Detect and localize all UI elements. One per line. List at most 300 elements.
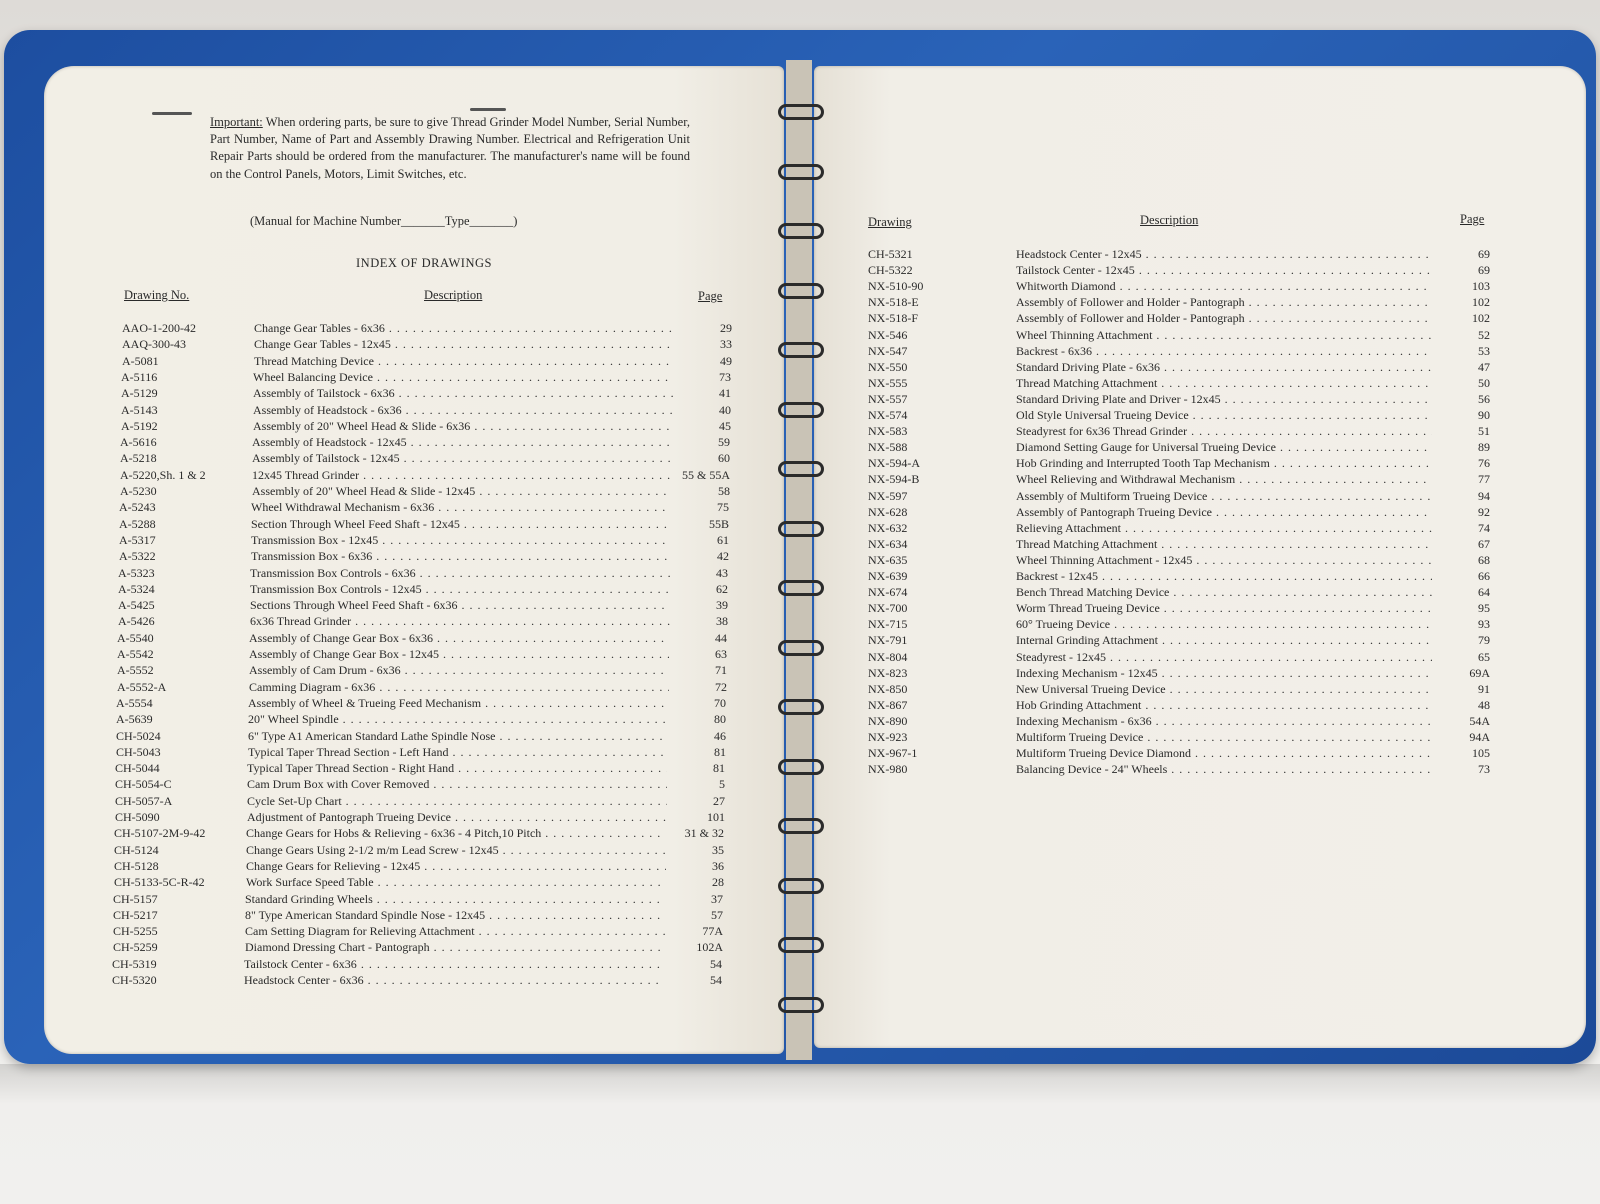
- row-page: 69: [1478, 247, 1490, 261]
- ink-mark: [470, 108, 506, 111]
- row-page: 91: [1478, 681, 1490, 696]
- drawing-number: CH-5128: [114, 858, 159, 873]
- header-drawing-no: Drawing No.: [124, 288, 190, 302]
- binder-spine: [786, 60, 812, 1060]
- row-page: 67: [1478, 536, 1490, 551]
- row-description: Hob Grinding Attachment . . .: [1016, 698, 1432, 713]
- header-description: Description: [1140, 213, 1199, 227]
- row-description: Assembly of Multiform Trueing Device . . .: [1016, 489, 1432, 504]
- table-row: [868, 311, 1508, 327]
- row-page: 92: [1478, 504, 1490, 519]
- row-description: Tailstock Center - 6x36 . . .: [244, 957, 664, 972]
- row-description: Multiform Trueing Device Diamond . . .: [1016, 746, 1432, 761]
- row-description: Wheel Withdrawal Mechanism - 6x36 . . .: [251, 500, 671, 515]
- row-page: 75: [717, 500, 729, 515]
- drawing-number: CH-5024: [116, 728, 161, 743]
- coil-ring: [778, 580, 824, 596]
- table-row: [868, 392, 1508, 408]
- table-row: [118, 614, 758, 630]
- row-page: 33: [720, 337, 732, 352]
- row-description: Balancing Device - 24" Wheels . . .: [1016, 762, 1432, 777]
- drawing-number: NX-867: [868, 697, 908, 712]
- row-description: Assembly of Change Gear Box - 6x36 . . .: [249, 631, 669, 646]
- row-description: Assembly of Pantograph Trueing Device . . .: [1016, 505, 1432, 520]
- row-description: Wheel Relieving and Withdrawal Mechanism . . .: [1016, 472, 1432, 487]
- drawing-number: NX-597: [868, 488, 908, 503]
- row-page: 40: [719, 402, 731, 417]
- drawing-number: CH-5054-C: [115, 777, 172, 792]
- drawing-number: NX-632: [868, 520, 908, 535]
- table-row: [868, 360, 1508, 376]
- table-row: [122, 321, 762, 337]
- row-description: Diamond Setting Gauge for Universal Trueing Device . . .: [1016, 440, 1432, 455]
- row-page: 72: [715, 679, 727, 694]
- table-row: [117, 680, 757, 696]
- drawing-number: A-5230: [120, 484, 157, 498]
- table-row: [868, 489, 1508, 505]
- table-row: [868, 408, 1508, 424]
- row-page: 103: [1472, 279, 1490, 294]
- row-description: Standard Driving Plate - 6x36 . . .: [1016, 360, 1432, 375]
- table-row: [120, 468, 760, 484]
- row-page: 62: [716, 581, 728, 596]
- drawing-number: CH-5124: [114, 842, 159, 857]
- row-page: 80: [714, 712, 726, 727]
- row-page: 73: [719, 369, 731, 384]
- drawing-number: A-5243: [119, 500, 156, 515]
- table-row: [113, 908, 753, 924]
- drawing-number: CH-5320: [112, 973, 157, 987]
- row-page: 36: [712, 858, 724, 873]
- drawing-number: NX-635: [868, 552, 908, 567]
- row-page: 31 & 32: [684, 826, 724, 841]
- table-row: [121, 419, 761, 435]
- row-page: 74: [1478, 520, 1490, 535]
- row-description: Assembly of Follower and Holder - Pantograph . . .: [1016, 295, 1432, 310]
- row-description: Cycle Set-Up Chart . . .: [247, 794, 667, 809]
- row-page: 89: [1478, 440, 1490, 455]
- row-description: Work Surface Speed Table . . .: [246, 875, 666, 890]
- ordering-notice: [210, 114, 690, 183]
- table-row: [868, 247, 1508, 263]
- table-row: [119, 549, 759, 565]
- drawing-number: A-5552: [117, 663, 154, 678]
- row-page: 48: [1478, 697, 1490, 712]
- row-page: 76: [1478, 456, 1490, 471]
- row-description: Change Gears for Hobs & Relieving - 6x36 - 4 Pitch,10 Pitch . . .: [246, 826, 666, 841]
- table-row: [868, 650, 1508, 666]
- table-row: [115, 761, 755, 777]
- row-page: 101: [707, 810, 725, 824]
- table-row: [115, 794, 755, 810]
- drawing-number: A-5426: [118, 614, 155, 629]
- table-row: [116, 696, 756, 712]
- row-page: 35: [712, 842, 724, 857]
- row-description: Assembly of Headstock - 6x36 . . .: [253, 403, 673, 418]
- drawing-number: A-5554: [116, 695, 153, 710]
- row-description: Assembly of 20" Wheel Head & Slide - 6x36 . . .: [253, 419, 673, 434]
- drawing-number: NX-555: [868, 375, 908, 390]
- row-page: 46: [714, 728, 726, 743]
- coil-ring: [778, 818, 824, 834]
- table-row: [121, 403, 761, 419]
- table-row: [118, 582, 758, 598]
- drawing-number: A-5317: [119, 532, 156, 547]
- row-page: 52: [1478, 327, 1490, 342]
- drawing-number: NX-557: [868, 391, 908, 406]
- table-row: [113, 924, 753, 940]
- table-row: [868, 553, 1508, 569]
- header-page: Page: [1460, 212, 1485, 226]
- drawing-number: NX-594-B: [868, 472, 920, 487]
- row-description: Whitworth Diamond . . .: [1016, 279, 1432, 294]
- row-description: Cam Setting Diagram for Relieving Attachment . . .: [245, 924, 665, 939]
- row-page: 38: [716, 614, 728, 629]
- row-description: Assembly of Change Gear Box - 12x45 . . .: [249, 647, 669, 662]
- row-page: 55B: [708, 516, 729, 531]
- table-row: [868, 328, 1508, 344]
- drawing-number: CH-5057-A: [115, 793, 173, 808]
- row-description: Transmission Box Controls - 6x36 . . .: [250, 566, 670, 581]
- table-row: [113, 940, 753, 956]
- row-description: Section Through Wheel Feed Shaft - 12x45 . . .: [251, 517, 671, 532]
- row-page: 68: [1478, 552, 1490, 567]
- row-description: Assembly of Cam Drum - 6x36 . . .: [249, 663, 669, 678]
- notice-label: Important:: [210, 115, 263, 129]
- row-page: 64: [1478, 585, 1490, 600]
- row-page: 56: [1478, 391, 1490, 406]
- coil-ring: [778, 759, 824, 775]
- row-page: 69A: [1469, 665, 1490, 680]
- row-page: 45: [719, 418, 731, 433]
- drawing-number: AAO-1-200-42: [122, 321, 196, 335]
- row-page: 102: [1472, 311, 1490, 326]
- row-description: 6x36 Thread Grinder . . .: [250, 614, 670, 629]
- row-page: 49: [720, 353, 732, 368]
- row-description: Change Gears for Relieving - 12x45 . . .: [246, 859, 666, 874]
- row-description: Backrest - 6x36 . . .: [1016, 344, 1432, 359]
- drawing-number: A-5288: [119, 516, 156, 531]
- row-description: Indexing Mechanism - 12x45 . . .: [1016, 666, 1432, 681]
- drawing-number: A-5540: [117, 630, 154, 645]
- notice-text: When ordering parts, be sure to give Thread Grinder Model Number, Serial Number, Part Number, Name of Part and Assembly Drawing Number. Electrical and Refrigeration Unit Repair Parts should be ordered from the manufacturer. The manufacturer's name will be found on the Control Panels, Motors, Limit Switches, etc.: [210, 115, 690, 181]
- row-description: 12x45 Thread Grinder . . .: [252, 468, 672, 483]
- table-row: [122, 354, 762, 370]
- coil-ring: [778, 223, 824, 239]
- row-page: 81: [713, 761, 725, 776]
- row-description: Steadyrest - 12x45 . . .: [1016, 650, 1432, 665]
- row-page: 55 & 55A: [682, 467, 730, 482]
- table-row: [868, 440, 1508, 456]
- row-page: 47: [1478, 359, 1490, 374]
- table-row: [868, 666, 1508, 682]
- row-description: Assembly of Wheel & Trueing Feed Mechanism . . .: [248, 696, 668, 711]
- row-page: 63: [715, 647, 727, 661]
- row-description: 8" Type American Standard Spindle Nose - 12x45 . . .: [245, 908, 665, 923]
- drawing-number: A-5552-A: [117, 679, 167, 694]
- coil-ring: [778, 283, 824, 299]
- row-description: Wheel Thinning Attachment - 12x45 . . .: [1016, 553, 1432, 568]
- drawing-number: AAQ-300-43: [122, 337, 186, 352]
- row-page: 60: [718, 451, 730, 466]
- table-row: [868, 682, 1508, 698]
- row-description: Headstock Center - 6x36 . . .: [244, 973, 664, 988]
- header-page: Page: [698, 289, 723, 303]
- row-description: Camming Diagram - 6x36 . . .: [249, 680, 669, 695]
- index-title: INDEX OF DRAWINGS: [356, 256, 492, 270]
- row-description: Sections Through Wheel Feed Shaft - 6x36 . . .: [250, 598, 670, 613]
- drawing-number: A-5639: [116, 712, 153, 727]
- row-description: 6" Type A1 American Standard Lathe Spindle Nose . . .: [248, 729, 668, 744]
- row-description: Typical Taper Thread Section - Left Hand . . .: [248, 745, 668, 760]
- row-description: Standard Grinding Wheels . . .: [245, 892, 665, 907]
- drawing-number: CH-5322: [868, 263, 913, 278]
- row-description: Assembly of Tailstock - 6x36 . . .: [253, 386, 673, 401]
- table-row: [868, 569, 1508, 585]
- row-description: Change Gear Tables - 12x45 . . .: [254, 337, 674, 352]
- row-page: 54: [710, 956, 722, 971]
- drawing-number: NX-594-A: [868, 456, 920, 471]
- row-description: Bench Thread Matching Device . . .: [1016, 585, 1432, 600]
- row-description: Transmission Box - 12x45 . . .: [251, 533, 671, 548]
- row-description: Assembly of Headstock - 12x45 . . .: [252, 435, 672, 450]
- coil-ring: [778, 104, 824, 120]
- table-row: [118, 598, 758, 614]
- drawing-number: NX-715: [868, 617, 908, 632]
- table-row: [868, 376, 1508, 392]
- table-row: [868, 617, 1508, 633]
- drawing-number: NX-547: [868, 343, 908, 358]
- drawing-number: A-5081: [122, 353, 159, 368]
- row-description: Thread Matching Device . . .: [254, 354, 674, 369]
- row-page: 77: [1478, 472, 1490, 487]
- drawing-number: NX-550: [868, 359, 908, 374]
- row-description: Internal Grinding Attachment . . .: [1016, 633, 1432, 648]
- drawing-number: A-5220,Sh. 1 & 2: [120, 467, 206, 482]
- row-page: 95: [1478, 601, 1490, 616]
- drawing-number: A-5143: [121, 402, 158, 417]
- table-row: [119, 500, 759, 516]
- row-description: 20" Wheel Spindle . . .: [248, 712, 668, 727]
- drawing-number: CH-5107-2M-9-42: [114, 826, 206, 841]
- drawing-number: A-5129: [121, 386, 158, 401]
- row-page: 61: [717, 532, 729, 547]
- coil-ring: [778, 164, 824, 180]
- drawing-number: NX-634: [868, 536, 908, 551]
- drawing-number: CH-5044: [115, 761, 160, 776]
- row-page: 27: [713, 793, 725, 808]
- row-page: 5: [719, 777, 725, 792]
- coil-ring: [778, 699, 824, 715]
- coil-ring: [778, 937, 824, 953]
- row-page: 54: [710, 973, 722, 987]
- drawing-number: NX-518-F: [868, 311, 918, 326]
- row-page: 65: [1478, 649, 1490, 664]
- drawing-number: NX-791: [868, 633, 908, 648]
- drawing-number: CH-5090: [115, 810, 160, 824]
- table-row: [117, 631, 757, 647]
- table-row: [868, 279, 1508, 295]
- drawing-number: NX-518-E: [868, 295, 919, 310]
- row-description: New Universal Trueing Device . . .: [1016, 682, 1432, 697]
- table-row: [868, 344, 1508, 360]
- drawing-number: NX-980: [868, 762, 908, 777]
- drawing-number: A-5116: [121, 369, 158, 384]
- row-page: 70: [714, 695, 726, 710]
- row-page: 90: [1478, 408, 1490, 422]
- row-page: 102: [1472, 295, 1490, 310]
- drawing-number: CH-5255: [113, 924, 158, 939]
- row-description: Change Gears Using 2-1/2 m/m Lead Screw - 12x45 . . .: [246, 843, 666, 858]
- row-page: 42: [717, 549, 729, 564]
- drawing-number: CH-5319: [112, 956, 157, 971]
- drawing-number: NX-967-1: [868, 746, 918, 761]
- table-row: [116, 729, 756, 745]
- row-page: 59: [718, 435, 730, 450]
- table-row: [112, 957, 752, 973]
- row-description: Cam Drum Box with Cover Removed . . .: [247, 777, 667, 792]
- drawing-number: NX-674: [868, 585, 908, 600]
- table-row: [114, 826, 754, 842]
- table-row: [120, 451, 760, 467]
- table-row: [119, 533, 759, 549]
- row-page: 66: [1478, 569, 1490, 583]
- table-row: [868, 521, 1508, 537]
- drawing-number: A-5616: [120, 435, 157, 450]
- drawing-number: NX-588: [868, 440, 908, 455]
- table-row: [868, 601, 1508, 617]
- row-page: 81: [714, 744, 726, 759]
- table-row: [868, 505, 1508, 521]
- table-row: [868, 585, 1508, 601]
- row-page: 37: [711, 891, 723, 906]
- row-description: Adjustment of Pantograph Trueing Device . . .: [247, 810, 667, 825]
- coil-ring: [778, 402, 824, 418]
- drawing-number: CH-5217: [113, 907, 158, 922]
- row-page: 43: [716, 565, 728, 580]
- drawing-number: CH-5321: [868, 247, 913, 261]
- row-description: Wheel Balancing Device . . .: [253, 370, 673, 385]
- table-row: [120, 435, 760, 451]
- table-row: [868, 263, 1508, 279]
- coil-ring: [778, 878, 824, 894]
- table-row: [122, 337, 762, 353]
- manual-machine-line: (Manual for Machine Number_______Type_______): [250, 214, 518, 228]
- drawing-number: CH-5043: [116, 744, 161, 759]
- row-description: Wheel Thinning Attachment . . .: [1016, 328, 1432, 343]
- drawing-number: NX-700: [868, 601, 908, 616]
- table-row: [868, 456, 1508, 472]
- row-page: 51: [1478, 424, 1490, 439]
- row-description: Multiform Trueing Device . . .: [1016, 730, 1432, 745]
- row-page: 28: [712, 875, 724, 890]
- drawing-number: NX-804: [868, 649, 908, 664]
- row-description: Old Style Universal Trueing Device . . .: [1016, 408, 1432, 423]
- drawing-number: A-5542: [117, 647, 154, 661]
- row-page: 71: [715, 663, 727, 678]
- row-page: 53: [1478, 343, 1490, 358]
- drawing-number: A-5324: [118, 581, 155, 596]
- row-page: 77A: [702, 924, 723, 939]
- table-row: [116, 712, 756, 728]
- table-row: [121, 370, 761, 386]
- table-row: [868, 424, 1508, 440]
- table-row: [117, 647, 757, 663]
- drawing-number: NX-890: [868, 713, 908, 728]
- row-page: 105: [1472, 746, 1490, 761]
- row-description: Relieving Attachment . . .: [1016, 521, 1432, 536]
- drawing-number: A-5322: [119, 549, 156, 564]
- row-page: 94: [1478, 488, 1490, 503]
- row-page: 29: [720, 321, 732, 335]
- row-description: Diamond Dressing Chart - Pantograph . . .: [245, 940, 665, 955]
- row-page: 102A: [696, 940, 723, 955]
- drawing-number: NX-628: [868, 504, 908, 519]
- coil-ring: [778, 997, 824, 1013]
- table-row: [868, 762, 1508, 778]
- coil-ring: [778, 640, 824, 656]
- drawing-number: NX-574: [868, 408, 908, 422]
- table-row: [117, 663, 757, 679]
- row-description: 60° Trueing Device . . .: [1016, 617, 1432, 632]
- row-description: Steadyrest for 6x36 Thread Grinder . . .: [1016, 424, 1432, 439]
- coil-ring: [778, 461, 824, 477]
- drawing-number: NX-546: [868, 327, 908, 342]
- table-row: [119, 517, 759, 533]
- table-row: [116, 745, 756, 761]
- table-row: [868, 698, 1508, 714]
- table-row: [112, 973, 752, 989]
- binder-shadow: [0, 1064, 1600, 1104]
- drawing-number: CH-5133-5C-R-42: [114, 875, 205, 890]
- table-row: [118, 566, 758, 582]
- row-page: 54A: [1469, 713, 1490, 728]
- row-description: Assembly of Tailstock - 12x45 . . .: [252, 451, 672, 466]
- drawing-number: A-5425: [118, 598, 155, 613]
- drawing-number: NX-639: [868, 569, 908, 583]
- table-row: [868, 730, 1508, 746]
- row-description: Headstock Center - 12x45 . . .: [1016, 247, 1432, 262]
- row-description: Backrest - 12x45 . . .: [1016, 569, 1432, 584]
- row-page: 44: [715, 630, 727, 645]
- row-description: Typical Taper Thread Section - Right Hand . . .: [247, 761, 667, 776]
- row-page: 50: [1478, 375, 1490, 390]
- table-row: [120, 484, 760, 500]
- row-page: 57: [711, 907, 723, 922]
- row-page: 39: [716, 598, 728, 613]
- row-page: 93: [1478, 617, 1490, 632]
- row-description: Hob Grinding and Interrupted Tooth Tap Mechanism . . .: [1016, 456, 1432, 471]
- table-row: [868, 714, 1508, 730]
- row-description: Thread Matching Attachment . . .: [1016, 537, 1432, 552]
- table-row: [114, 875, 754, 891]
- row-description: Indexing Mechanism - 6x36 . . .: [1016, 714, 1432, 729]
- drawing-number: NX-850: [868, 681, 908, 696]
- table-row: [114, 859, 754, 875]
- row-description: Assembly of 20" Wheel Head & Slide - 12x45 . . .: [252, 484, 672, 499]
- table-row: [868, 537, 1508, 553]
- header-drawing: Drawing: [868, 215, 912, 229]
- row-description: Thread Matching Attachment . . .: [1016, 376, 1432, 391]
- table-row: [115, 810, 755, 826]
- row-page: 94A: [1469, 730, 1490, 744]
- drawing-number: A-5323: [118, 565, 155, 580]
- table-row: [113, 892, 753, 908]
- table-row: [868, 746, 1508, 762]
- coil-ring: [778, 521, 824, 537]
- row-page: 58: [718, 484, 730, 498]
- row-description: Transmission Box - 6x36 . . .: [251, 549, 671, 564]
